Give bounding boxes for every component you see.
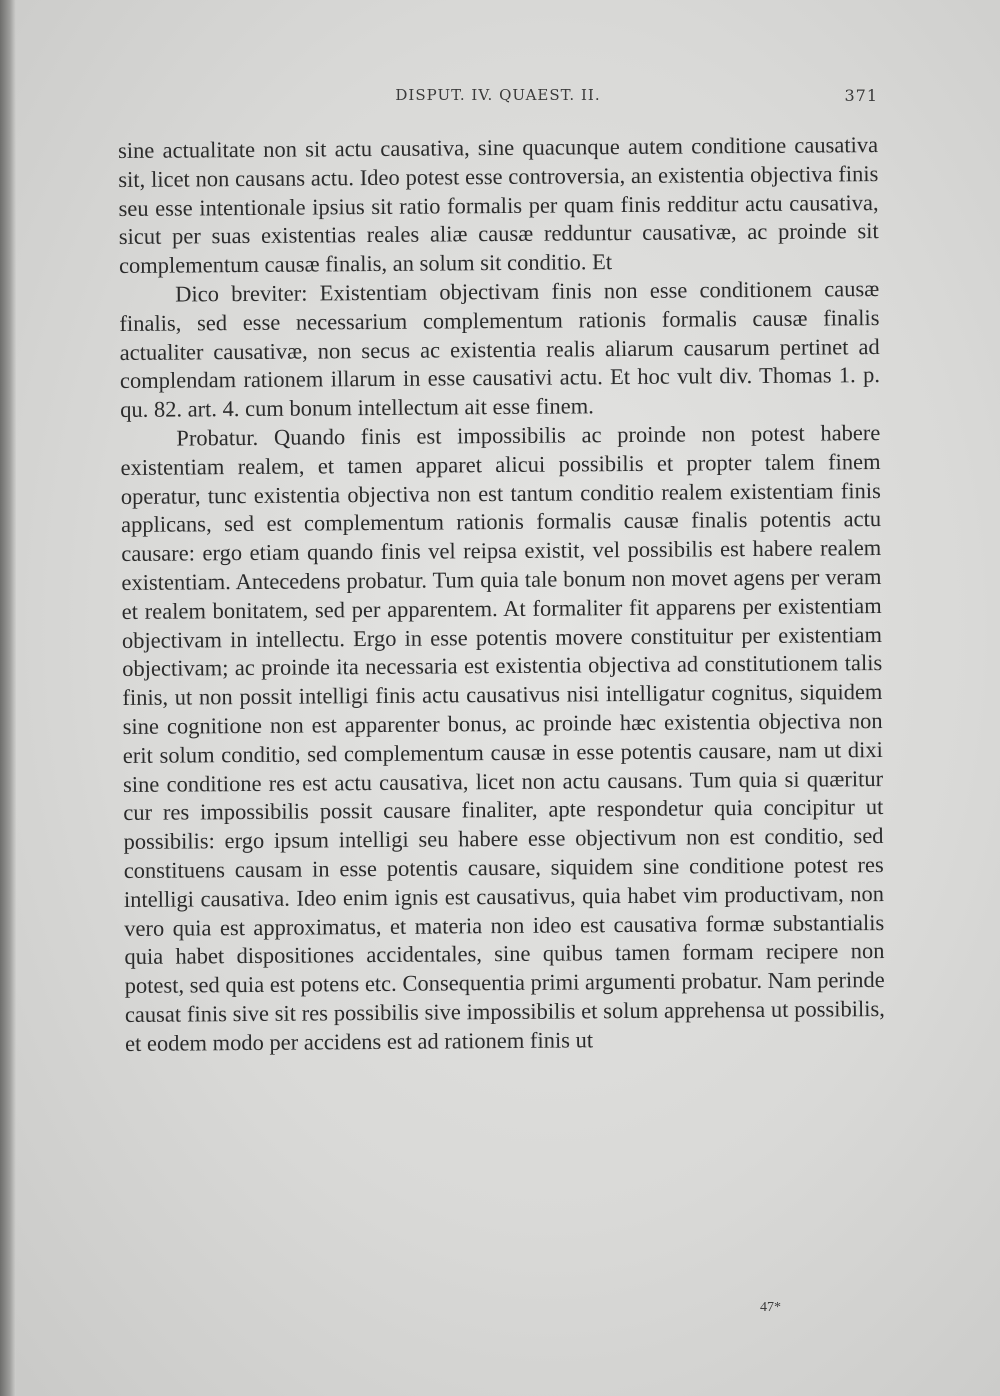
running-title: DISPUT. IV. QUAEST. II. <box>395 86 601 104</box>
signature-mark: 47* <box>760 1300 781 1315</box>
paragraph-dico: Dico breviter: Existentiam objectivam finis non esse conditionem causæ finalis, sed esse necessarium complementum rationis formalis causæ finalis actualiter causativæ, non secus ac existentia realis aliarum causarum pertinet ad complendam rationem illarum in esse causativi actu. Et hoc vult div. Thomas 1. p. qu. 82. art. 4. cum bonum intellectum ait esse finem. <box>119 276 880 423</box>
body-text <box>118 131 887 1317</box>
page-gutter-shadow <box>0 0 16 1396</box>
paragraph-continued: sine actualitate non sit actu causativa, sine quacunque autem conditione causativa sit, licet non causans actu. Ideo potest esse controversia, an existentia objectiva finis seu esse intentionale ipsius sit ratio formalis per quam finis redditur actu causativa, sicut per suas existentias reales aliæ causæ redduntur causativæ, ac proinde sit complementum causæ finalis, an solum sit conditio. Et <box>118 132 879 279</box>
paragraph-probatur: Probatur. Quando finis est impossibilis ac proinde non potest habere existentiam realem, et tamen apparet alicui possibilis et propter talem finem operatur, tunc existentia objectiva non est tantum conditio realem existentiam finis applicans, sed est complementum rationis formalis causæ finalis potentis actu causare: ergo etiam quando finis vel reipsa existit, vel possibilis est habere realem existentiam. Antecedens probatur. Tum quia tale bonum non movet agens per veram et realem bonitatem, sed per apparentem. At formaliter fit apparens per existentiam objectivam in intellectu. Ergo in esse potentis movere constituitur per existentiam objectivam; ac proinde ita necessaria est existentia objectiva ad constitutionem talis finis, ut non possit intelligi finis actu causativus nisi intelligatur cognitus, siquidem sine cognitione non est apparenter bonus, ac proinde hæc existentia objectiva non erit solum conditio, sed complementum causæ in esse potentis causare, nam ut dixi sine conditione res est actu causativa, licet non actu causans. Tum quia si quæritur cur res impossibilis possit causare finaliter, apte respondetur quia concipitur ut possibilis: ergo ipsum intelligi seu habere esse objectivum non est conditio, sed constituens causam in esse potentis causare, siquidem sine conditione potest res intelligi causativa. Ideo enim ignis est causativus, quia habet vim productivam, non vero quia est approximatus, et materia non ideo est causativa formæ substantialis quia habet dispositiones accidentales, sine quibus tamen formam recipere non potest, sed quia est potens etc. Consequentia primi argumenti probatur. Nam perinde causat finis sive sit res possibilis sive impossibilis et solum apprehensa ut possibilis, et eodem modo per accidens est ad rationem finis ut <box>120 419 885 1056</box>
running-head <box>118 86 878 110</box>
page-number: 371 <box>844 86 878 105</box>
